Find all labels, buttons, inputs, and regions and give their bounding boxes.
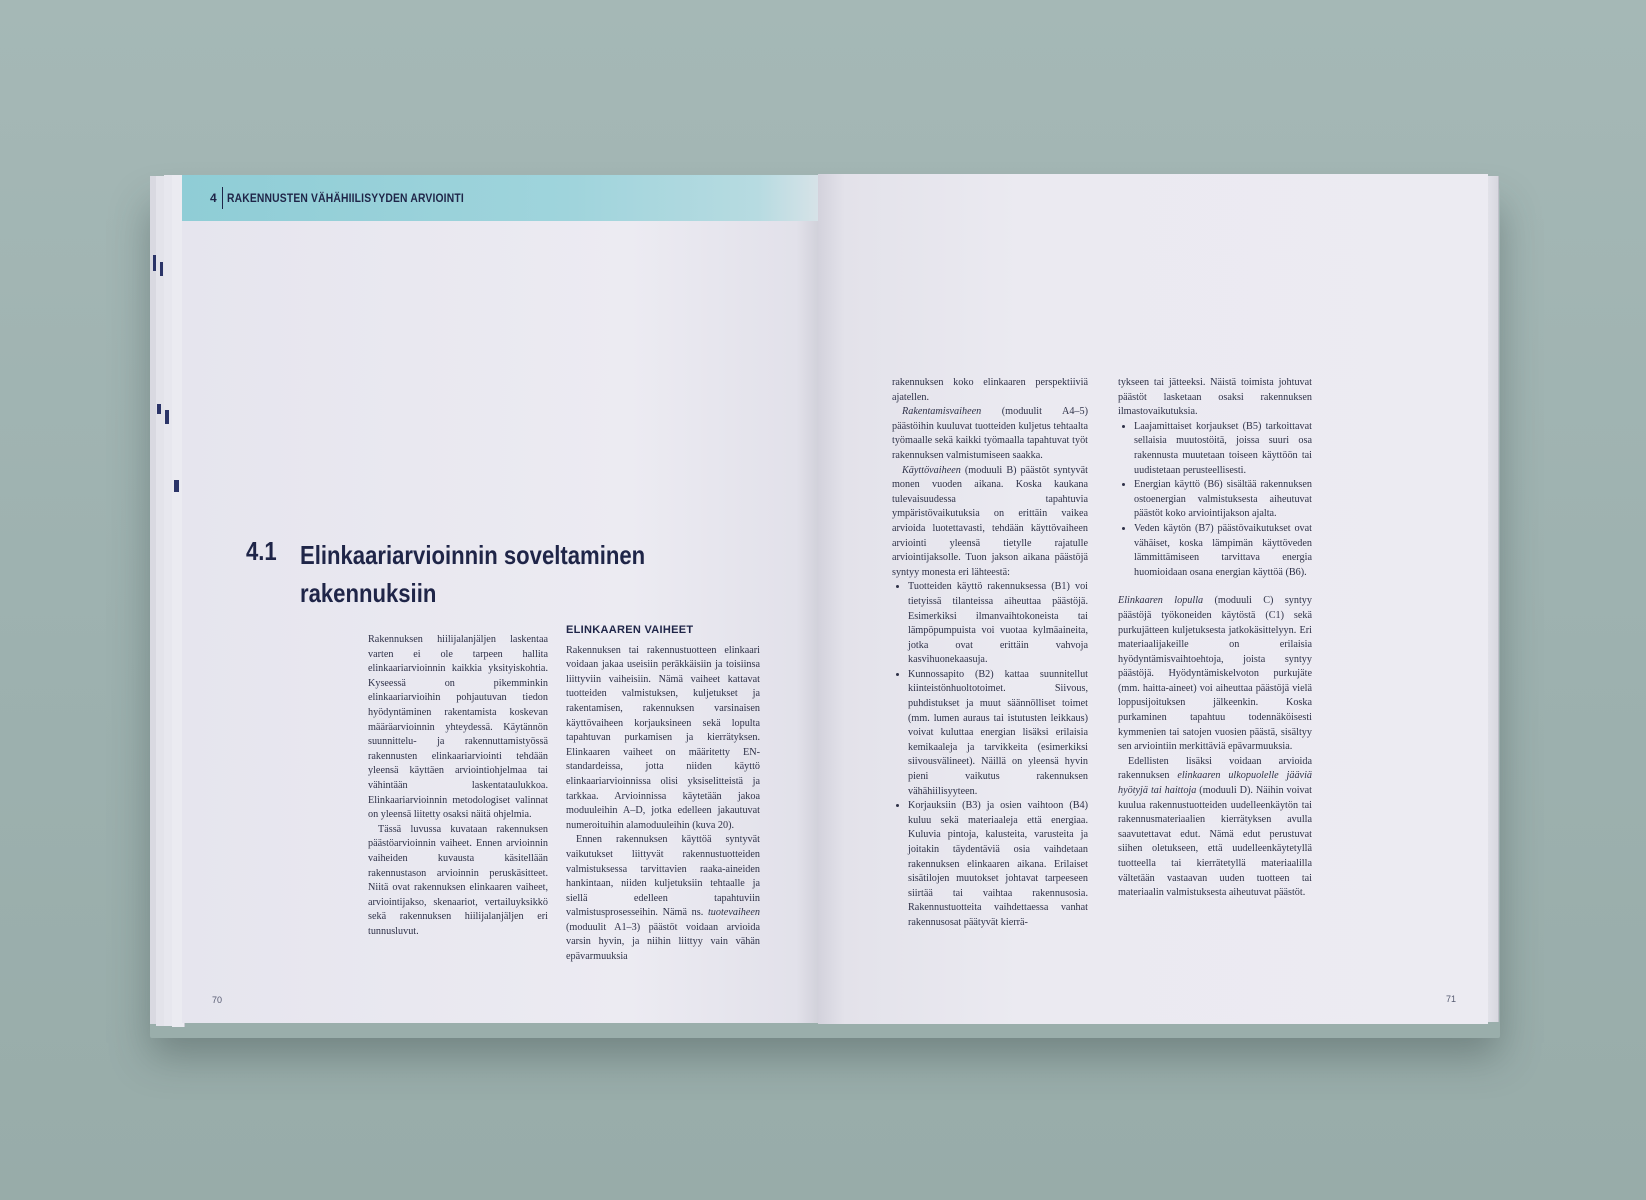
list-item: • Korjauksiin (B3) ja osien vaihtoon (B4) kuluu sekä materiaaleja että energiaa. Kuluvia pintoja, kalusteita, varusteita ja joitakin täydentäviä osia vaihdetaan rakennuksen elinkaaren aikana. Erilaiset sisätilojen muutokset johtavat tarpeeseen siirtää tai vaihtaa rakennusosia. Rakennustuotteita vaihdettaessa vanhat rakennusosat päätyvät kierrä-	[908, 799, 1088, 930]
paragraph: Ennen rakennuksen käyttöä syntyvät vaikutukset liittyvät rakennustuotteiden valmistuksessa tarvittavien raaka-aineiden hankintaan, niiden kuljetuksiin tehtaalle ja siellä edelleen tapahtuviin valmistusprosesseihin. Nämä ns. tuotevaiheen (moduulit A1–3) päästöt voidaan arvioida varsin hyvin, ja niihin liittyy vain vähän epävarmuuksia	[566, 834, 760, 963]
right-column-2	[1118, 376, 1312, 901]
list-item: • Tuotteiden käyttö rakennuksessa (B1) voi tietyissä tilanteissa aiheuttaa päästöjä. Esimerkiksi ilmanvaihtokoneista tai lämpöpumpuista voi vuotaa kylmäaineita, jotka ovat erittäin vahvoja kasvihuonekaasuja.	[908, 580, 1088, 668]
chapter-header-band	[182, 175, 822, 221]
paragraph: tykseen tai jätteeksi. Näistä toimista johtuvat päästöt lasketaan osaksi rakennuksen ilmastovaikutuksia.	[1118, 377, 1312, 418]
paragraph: Rakentamisvaiheen (moduulit A4–5) päästöihin kuuluvat tuotteiden kuljetus tehtaalta työmaalle sekä kaikki työmaalla tapahtuvat työt rakennuksen valmistumiseen saakka.	[892, 406, 1088, 461]
bullet-list	[892, 580, 1088, 930]
right-page	[818, 174, 1488, 1024]
thumb-tab	[174, 480, 179, 492]
left-page	[182, 175, 822, 1023]
bullet-list	[1118, 420, 1312, 581]
paragraph: Käyttövaiheen (moduuli B) päästöt syntyvät monen vuoden aikana. Koska kaukana tulevaisuudessa tapahtuvia ympäristövaikutuksia on erittäin vaikea arvioida luotettavasti, tehdään käyttövaiheen arviointi yleensä tietylle rajatulle arviointijaksolle. Tuon jakson aikana päästöjä syntyy monesta eri lähteestä:	[892, 464, 1088, 578]
paragraph: Tässä luvussa kuvataan rakennuksen päästöarvioinnin vaiheet. Ennen arvioinnin vaiheiden kuvausta käsitellään rakennustason arvioinnin peruskäsitteet. Niitä ovat rakennuksen elinkaaren vaiheet, arviointijakso, skenaariot, vertailuyksikkö sekä rakennuksen hiilijalanjäljen eri tunnusluvut.	[368, 823, 548, 937]
section-number: 4.1	[246, 536, 277, 566]
thumb-tab	[157, 404, 161, 414]
chapter-title: RAKENNUSTEN VÄHÄHIILISYYDEN ARVIOINTI	[227, 191, 464, 205]
left-column-2	[566, 623, 760, 965]
right-column-1	[892, 376, 1088, 931]
chapter-divider	[222, 187, 223, 209]
list-item: • Veden käytön (B7) päästövaikutukset ovat vähäiset, koska lämpimän käyttöveden lämmittämiseen tarvittava energia huomioidaan osana energian käyttöä (B6).	[1134, 522, 1312, 580]
paragraph: rakennuksen koko elinkaaren perspektiiviä ajatellen.	[892, 377, 1088, 403]
page-number: 71	[1446, 994, 1457, 1004]
chapter-number: 4	[210, 191, 217, 205]
thumb-tab	[165, 410, 169, 424]
paragraph: Rakennuksen tai rakennustuotteen elinkaari voidaan jakaa useisiin peräkkäisiin ja toisiinsa liittyviin vaiheisiin. Nämä vaiheet kattavat tuotteiden valmistuksen, kuljetukset ja rakentamisen, rakennuksen varsinaisen käyttövaiheen korjauksineen sekä lopulta tapahtuvan purkamisen ja kierrätyksen. Elinkaaren vaiheet on määritetty EN-standardeissa, jotta niiden käyttö elinkaariarvioinnissa olisi yksiselitteistä ja tarkkaa. Arvioinnissa käytetään jakoa moduuleihin A–D, jotka edelleen jakautuvat numeroituihin alamoduuleihin (kuva 20).	[566, 644, 760, 831]
page-number: 70	[212, 995, 223, 1005]
subheading: ELINKAAREN VAIHEET	[566, 624, 694, 636]
left-column-1	[368, 633, 548, 939]
paragraph: Edellisten lisäksi voidaan arvioida rakennuksen elinkaaren ulkopuolelle jääviä hyötyjä tai haittoja (moduuli D). Näihin voivat kuulua rakennustuotteiden uudelleenkäytön tai rakennusmateriaalien kierrätyksen avulla saavutettavat edut. Nämä edut perustuvat siihen oletukseen, että uudelleenkäytetyllä tuotteella tai kierrätetyllä materiaalilla vältetään vastaavan uuden tuotteen tai materiaalin valmistuksesta aiheutuvat päästöt.	[1118, 755, 1312, 899]
thumb-tab	[153, 255, 156, 271]
list-item: • Laajamittaiset korjaukset (B5) tarkoittavat sellaisia muutostöitä, joissa suuri osa rakennusta muutetaan toiseen käyttöön tai uudistetaan perusteellisesti.	[1134, 420, 1312, 478]
paragraph: Elinkaaren lopulla (moduuli C) syntyy päästöjä työkoneiden käytöstä (C1) sekä purkujätteen kuljetuksesta jatkokäsittelyyn. Eri materiaalijakeille on erilaisia hyödyntämisvaihtoehtoja, joista syntyy päästöjä. Hyödyntämiskelvoton purkujäte (mm. haitta-aineet) voi aiheuttaa päästöjä vielä loppusijoituksen jälkeenkin. Koska purkaminen tapahtuu todennäköisesti kymmenien tai satojen vuosien päästä, sisältyy sen arviointiin merkittäviä epävarmuuksia.	[1118, 595, 1312, 753]
thumb-tab	[160, 262, 163, 276]
section-title: Elinkaariarvioinnin soveltaminen rakennuksiin	[300, 540, 646, 608]
list-item: • Kunnossapito (B2) kattaa suunnitellut kiinteistönhuoltotoimet. Siivous, puhdistukset ja muut säännölliset toimet (mm. lumen auraus tai istutusten leikkaus) voivat kuluttaa energian lisäksi erilaisia kemikaaleja ja tarvikkeita (esimerkiksi siivousvälineet). Näillä on yleensä hyvin pieni vaikutus rakennuksen vähähiilisyyteen.	[908, 668, 1088, 799]
list-item: • Energian käyttö (B6) sisältää rakennuksen ostoenergian valmistuksesta aiheutuvat päästöt koko arviointijakson ajalta.	[1134, 478, 1312, 522]
paragraph: Rakennuksen hiilijalanjäljen laskentaa varten ei ole tarpeen hallita elinkaariarvioinnin kaikkia yksityiskohtia. Kyseessä on pikemminkin elinkaariarvioihin pohjautuvan tiedon hyödyntäminen rakentamista koskevan määräarvioinnin yhteydessä. Käytännön suunnittelu- ja rakennuttamistyössä rakennusten elinkaariarviointi tehdään yleensä käyttäen arviointiohjelmaa tai vähintään laskentataulukkoa. Elinkaariarvioinnin metodologiset valinnat on yleensä liitetty osaksi näitä ohjelmia.	[368, 634, 548, 821]
